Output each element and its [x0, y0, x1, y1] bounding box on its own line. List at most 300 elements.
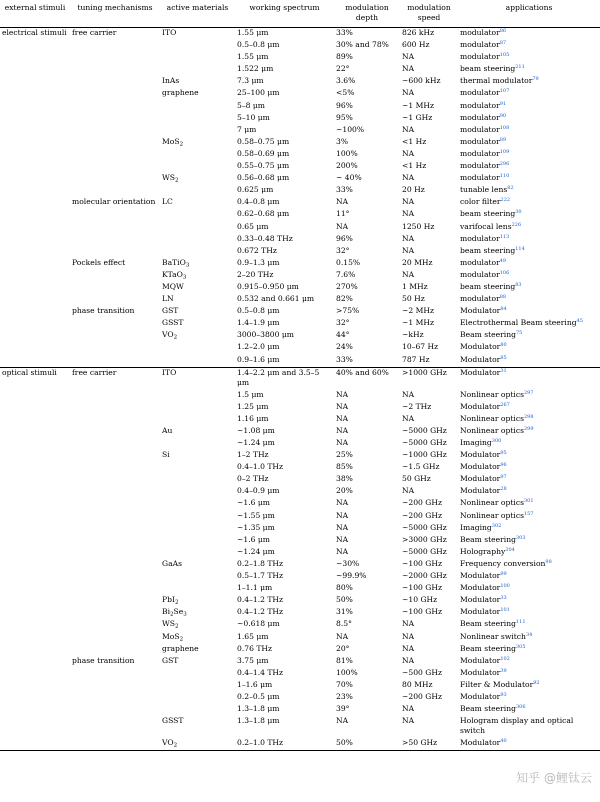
- cell-active-material: [160, 644, 235, 656]
- table-row: [0, 632, 600, 644]
- table-row: [0, 149, 600, 161]
- cell-modulation-depth: 33%: [336, 354, 353, 364]
- application-text: Modulator: [460, 401, 501, 411]
- cell-modulation-speed: ~100 GHz: [402, 558, 442, 568]
- cell-modulation-speed: ~1 MHz: [402, 100, 435, 110]
- cell-active-material: [160, 656, 235, 668]
- cell-modulation-depth: 8.5°: [336, 619, 352, 629]
- cell-modulation-speed: 50 Hz: [402, 294, 425, 304]
- cell-tuning-mechanism: free carrier: [70, 367, 160, 390]
- cell-modulation-depth: NA: [336, 522, 349, 532]
- cell-active-material: [160, 523, 235, 535]
- reference-number: 114: [515, 245, 525, 252]
- application-text: modulator: [460, 148, 500, 158]
- cell-modulation-depth: ~99.9%: [336, 571, 367, 581]
- material-subscript: 3: [182, 274, 187, 281]
- cell-tuning-mechanism: [70, 342, 160, 354]
- cell-application: [458, 644, 600, 656]
- cell-application: [458, 559, 600, 571]
- cell-external-stimuli: [0, 52, 70, 64]
- cell-tuning-mechanism: [70, 101, 160, 113]
- application-text: Modulator: [460, 583, 501, 593]
- cell-modulation-speed: NA: [402, 389, 415, 399]
- application-text: Imaging: [460, 522, 492, 532]
- cell-working-spectrum: 0.2–1.0 THz: [235, 738, 334, 751]
- cell-modulation-depth: 33%: [336, 185, 353, 195]
- cell-application: [458, 716, 600, 738]
- reference-number: 93: [500, 691, 507, 698]
- cell-working-spectrum: 5–8 μm: [237, 100, 266, 110]
- cell-external-stimuli: [0, 282, 70, 294]
- cell-tuning-mechanism: [70, 318, 160, 330]
- material-name: MQW: [162, 281, 184, 291]
- table-row: [0, 197, 600, 209]
- table-row: [0, 125, 600, 137]
- cell-external-stimuli: [0, 607, 70, 619]
- cell-tuning-mechanism: [70, 402, 160, 414]
- application-text: modulator: [460, 88, 500, 98]
- cell-modulation-depth: 32°: [336, 245, 350, 255]
- cell-modulation-depth: 20°: [336, 643, 350, 653]
- cell-application: [458, 547, 600, 559]
- reference-number: 107: [499, 88, 510, 95]
- cell-working-spectrum: 0.4–1.2 THz: [237, 595, 284, 605]
- reference-number: 298: [523, 413, 534, 420]
- table-row: [0, 28, 600, 41]
- table-row: [0, 474, 600, 486]
- cell-modulation-speed: NA: [402, 209, 415, 219]
- table-row: [0, 330, 600, 342]
- material-subscript: 2: [174, 599, 179, 606]
- cell-modulation-speed: ~1000 GHz: [402, 450, 447, 460]
- cell-tuning-mechanism: [70, 559, 160, 571]
- cell-external-stimuli: [0, 583, 70, 595]
- cell-tuning-mechanism: [70, 632, 160, 644]
- cell-external-stimuli: [0, 644, 70, 656]
- cell-modulation-depth: NA: [336, 389, 349, 399]
- cell-application: [458, 426, 600, 438]
- application-text: Modulator: [460, 655, 501, 665]
- cell-application: [458, 607, 600, 619]
- cell-working-spectrum: ~0.618 μm: [237, 619, 280, 629]
- cell-external-stimuli: [0, 88, 70, 100]
- cell-application: [458, 692, 600, 704]
- cell-application: [458, 738, 600, 751]
- material-name: VO: [162, 738, 174, 748]
- reference-number: 305: [515, 643, 526, 650]
- cell-modulation-depth: 85%: [336, 462, 353, 472]
- cell-modulation-depth: 23%: [336, 691, 353, 701]
- cell-active-material: [160, 450, 235, 462]
- application-text: modulator: [460, 100, 500, 110]
- cell-active-material: [160, 438, 235, 450]
- material-name: Bi: [162, 607, 171, 617]
- cell-application: [458, 632, 600, 644]
- cell-active-material: [160, 125, 235, 137]
- cell-application: [458, 668, 600, 680]
- cell-tuning-mechanism: [70, 185, 160, 197]
- cell-working-spectrum: ~1.24 μm: [237, 546, 275, 556]
- table-row: [0, 342, 600, 354]
- cell-modulation-speed: ~2 MHz: [402, 306, 435, 316]
- application-text: beam steering: [460, 209, 516, 219]
- cell-working-spectrum: 1.5 μm: [237, 389, 264, 399]
- cell-tuning-mechanism: [70, 426, 160, 438]
- table-row: [0, 76, 600, 88]
- cell-external-stimuli: [0, 450, 70, 462]
- cell-active-material: [160, 318, 235, 330]
- cell-modulation-speed: ~5000 GHz: [402, 438, 447, 447]
- application-text: Modulator: [460, 486, 501, 496]
- cell-application: [458, 462, 600, 474]
- cell-application: [458, 595, 600, 607]
- cell-tuning-mechanism: [70, 355, 160, 368]
- application-text: Modulator: [460, 450, 501, 460]
- cell-working-spectrum: 1–1.1 μm: [237, 583, 273, 593]
- application-text: Modulator: [460, 462, 501, 472]
- cell-modulation-depth: 7.6%: [336, 269, 356, 279]
- application-text: Modulator: [460, 354, 501, 364]
- cell-external-stimuli: [0, 330, 70, 342]
- cell-modulation-depth: 38%: [336, 474, 353, 484]
- cell-tuning-mechanism: [70, 535, 160, 547]
- material-name: InAs: [162, 76, 180, 86]
- material-name: GSST: [162, 318, 184, 328]
- cell-application: [458, 680, 600, 692]
- cell-modulation-speed: NA: [402, 704, 415, 714]
- cell-modulation-speed: ~500 GHz: [402, 667, 442, 677]
- cell-working-spectrum: 7 μm: [237, 124, 257, 134]
- reference-number: 102: [500, 655, 510, 662]
- cell-working-spectrum: 0.625 μm: [237, 185, 274, 195]
- application-text: Modulator: [460, 667, 501, 677]
- cell-tuning-mechanism: [70, 571, 160, 583]
- cell-application: [458, 294, 600, 306]
- cell-modulation-speed: 80 MHz: [402, 679, 433, 689]
- cell-tuning-mechanism: [70, 294, 160, 306]
- table-row: [0, 583, 600, 595]
- cell-active-material: [160, 76, 235, 88]
- cell-active-material: [160, 547, 235, 559]
- cell-modulation-depth: ~ 40%: [336, 173, 362, 183]
- cell-modulation-depth: 3.6%: [336, 76, 356, 86]
- reference-number: 157: [523, 510, 534, 517]
- reference-number: 110: [499, 173, 510, 180]
- cell-modulation-speed: 787 Hz: [402, 354, 430, 364]
- reference-number: 302: [491, 522, 502, 529]
- cell-tuning-mechanism: [70, 462, 160, 474]
- cell-working-spectrum: 0.62–0.68 μm: [237, 209, 290, 219]
- cell-tuning-mechanism: molecular orientation: [72, 197, 156, 207]
- application-text: Nonlinear optics: [460, 389, 524, 399]
- cell-application: [458, 137, 600, 149]
- application-text: beam steering: [460, 64, 516, 74]
- cell-application: [458, 101, 600, 113]
- cell-working-spectrum: 0.532 and 0.661 μm: [237, 294, 315, 304]
- cell-modulation-speed: NA: [402, 148, 415, 158]
- cell-external-stimuli: [0, 547, 70, 559]
- cell-tuning-mechanism: [70, 438, 160, 450]
- cell-working-spectrum: 1.3–1.8 μm: [237, 716, 280, 726]
- application-text: Hologram display and optical switch: [460, 716, 574, 736]
- cell-modulation-depth: 80%: [336, 583, 353, 593]
- cell-external-stimuli: [0, 246, 70, 258]
- cell-working-spectrum: 0.4–1.2 THz: [237, 607, 284, 617]
- cell-working-spectrum: ~1.35 μm: [237, 522, 275, 532]
- table-row: [0, 644, 600, 656]
- cell-modulation-speed: NA: [402, 52, 415, 62]
- cell-modulation-depth: 30% and 78%: [336, 40, 389, 50]
- cell-application: [458, 306, 600, 318]
- material-name: LC: [162, 197, 173, 207]
- modulation-table: [0, 3, 600, 751]
- cell-tuning-mechanism: [70, 583, 160, 595]
- cell-external-stimuli: [0, 258, 70, 270]
- reference-number: 33: [500, 595, 507, 602]
- cell-working-spectrum: 0.76 THz: [237, 643, 273, 653]
- cell-working-spectrum: ~1.55 μm: [237, 510, 275, 520]
- material-name: graphene: [162, 88, 199, 98]
- table-row: [0, 619, 600, 631]
- cell-tuning-mechanism: [70, 474, 160, 486]
- cell-application: [458, 64, 600, 76]
- cell-modulation-speed: NA: [402, 173, 415, 183]
- table-row: [0, 738, 600, 751]
- cell-modulation-depth: NA: [336, 221, 349, 231]
- application-text: Beam steering: [460, 330, 516, 340]
- table-row: [0, 390, 600, 402]
- cell-application: [458, 270, 600, 282]
- reference-number: 85: [500, 354, 507, 361]
- cell-modulation-speed: ~1 GHz: [402, 112, 433, 122]
- cell-application: [458, 414, 600, 426]
- application-text: Electrothermal Beam steering: [460, 318, 577, 328]
- cell-modulation-depth: 96%: [336, 233, 353, 243]
- cell-active-material: [160, 197, 235, 209]
- reference-number: 105: [499, 52, 510, 59]
- table-row: [0, 716, 600, 738]
- cell-external-stimuli: [0, 474, 70, 486]
- material-name: GST: [162, 306, 179, 316]
- cell-tuning-mechanism: [70, 668, 160, 680]
- cell-tuning-mechanism: [70, 414, 160, 426]
- cell-modulation-speed: 1250 Hz: [402, 221, 435, 231]
- cell-external-stimuli: [0, 668, 70, 680]
- cell-modulation-speed: >3000 GHz: [402, 534, 447, 544]
- table-row: [0, 450, 600, 462]
- cell-tuning-mechanism: [70, 64, 160, 76]
- reference-number: 97: [500, 474, 507, 481]
- cell-active-material: [160, 607, 235, 619]
- cell-active-material: [160, 571, 235, 583]
- cell-active-material: [160, 64, 235, 76]
- cell-external-stimuli: [0, 306, 70, 318]
- cell-active-material: [160, 414, 235, 426]
- reference-number: 296: [499, 161, 510, 168]
- application-text: Modulator: [460, 342, 501, 352]
- reference-number: 87: [499, 40, 507, 47]
- cell-tuning-mechanism: [70, 390, 160, 402]
- cell-modulation-speed: ~5000 GHz: [402, 522, 447, 532]
- cell-modulation-speed: ~5000 GHz: [402, 546, 447, 556]
- table-row: [0, 222, 600, 234]
- material-name: MoS: [162, 631, 180, 641]
- cell-working-spectrum: 1.55 μm: [237, 28, 269, 37]
- watermark: 知乎 @鲤钛云: [516, 771, 592, 785]
- cell-external-stimuli: [0, 318, 70, 330]
- cell-application: [458, 40, 600, 52]
- application-text: Filter & Modulator: [460, 679, 534, 689]
- material-name: Au: [162, 425, 173, 435]
- cell-external-stimuli: [0, 355, 70, 368]
- table-row: [0, 511, 600, 523]
- cell-external-stimuli: [0, 704, 70, 716]
- cell-tuning-mechanism: [70, 76, 160, 88]
- cell-active-material: [160, 367, 235, 390]
- reference-number: 39: [500, 667, 507, 674]
- cell-working-spectrum: 0.4–1.4 THz: [237, 667, 284, 677]
- cell-external-stimuli: [0, 234, 70, 246]
- cell-external-stimuli: [0, 559, 70, 571]
- cell-working-spectrum: 0.9–1.3 μm: [237, 257, 280, 267]
- cell-tuning-mechanism: [70, 234, 160, 246]
- cell-application: [458, 535, 600, 547]
- reference-number: 98: [545, 558, 552, 565]
- cell-working-spectrum: 0.4–0.8 μm: [237, 197, 280, 207]
- cell-modulation-depth: 96%: [336, 100, 353, 110]
- cell-modulation-depth: 3%: [336, 136, 349, 146]
- application-text: modulator: [460, 173, 500, 183]
- cell-application: [458, 498, 600, 510]
- cell-modulation-depth: 0.15%: [336, 257, 361, 267]
- cell-working-spectrum: 0.2–1.8 THz: [237, 558, 284, 568]
- cell-external-stimuli: [0, 414, 70, 426]
- table-row: [0, 294, 600, 306]
- material-name: WS: [162, 619, 176, 629]
- cell-active-material: [160, 595, 235, 607]
- reference-number: 82: [507, 185, 514, 192]
- material-name: LN: [162, 294, 174, 304]
- cell-external-stimuli: [0, 161, 70, 173]
- table-row: [0, 668, 600, 680]
- application-text: Modulator: [460, 607, 501, 617]
- cell-application: [458, 125, 600, 137]
- application-text: Modulator: [460, 474, 501, 484]
- application-text: Holography: [460, 546, 506, 556]
- cell-external-stimuli: [0, 632, 70, 644]
- table-row: [0, 523, 600, 535]
- material-name: KTaO: [162, 269, 183, 279]
- cell-active-material: [160, 535, 235, 547]
- material-subscript: 2: [175, 623, 179, 630]
- cell-active-material: [160, 113, 235, 125]
- cell-external-stimuli: [0, 426, 70, 438]
- cell-working-spectrum: 3.75 μm: [237, 655, 269, 665]
- cell-tuning-mechanism: [70, 137, 160, 149]
- table-row: [0, 547, 600, 559]
- cell-modulation-depth: NA: [336, 438, 349, 447]
- cell-modulation-speed: NA: [402, 269, 415, 279]
- table-row: [0, 173, 600, 185]
- cell-modulation-speed: NA: [402, 197, 415, 207]
- cell-external-stimuli: [0, 511, 70, 523]
- cell-external-stimuli: [0, 197, 70, 209]
- reference-number: 113: [499, 233, 510, 240]
- cell-application: [458, 113, 600, 125]
- cell-modulation-depth: 100%: [336, 148, 358, 158]
- cell-modulation-speed: NA: [402, 716, 415, 726]
- cell-external-stimuli: [0, 125, 70, 137]
- cell-active-material: [160, 680, 235, 692]
- cell-working-spectrum: 0.5–1.7 THz: [237, 571, 284, 581]
- application-text: Nonlinear switch: [460, 631, 526, 641]
- cell-external-stimuli: [0, 390, 70, 402]
- cell-modulation-speed: <1 Hz: [402, 136, 427, 146]
- cell-modulation-depth: NA: [336, 401, 349, 411]
- cell-external-stimuli: [0, 402, 70, 414]
- cell-application: [458, 330, 600, 342]
- material-name: MoS: [162, 136, 180, 146]
- application-text: tunable lens: [460, 185, 508, 195]
- col-header-applications: applications: [458, 3, 600, 28]
- cell-working-spectrum: 0.58–0.75 μm: [237, 136, 290, 146]
- table-row: [0, 246, 600, 258]
- cell-external-stimuli: [0, 270, 70, 282]
- cell-active-material: [160, 330, 235, 342]
- cell-modulation-speed: ~100 GHz: [402, 583, 442, 593]
- cell-external-stimuli: [0, 294, 70, 306]
- cell-modulation-depth: NA: [336, 631, 349, 641]
- cell-tuning-mechanism: [70, 270, 160, 282]
- cell-application: [458, 149, 600, 161]
- cell-application: [458, 583, 600, 595]
- table-row: [0, 486, 600, 498]
- cell-modulation-depth: 50%: [336, 595, 353, 605]
- cell-modulation-speed: 20 MHz: [402, 257, 433, 267]
- table-row: [0, 52, 600, 64]
- cell-tuning-mechanism: [70, 486, 160, 498]
- reference-number: 226: [511, 221, 522, 228]
- cell-active-material: [160, 258, 235, 270]
- reference-number: 31: [500, 367, 507, 374]
- cell-tuning-mechanism: [70, 738, 160, 751]
- reference-number: 90: [499, 112, 507, 119]
- application-text: modulator: [460, 136, 500, 146]
- cell-application: [458, 209, 600, 221]
- cell-active-material: [160, 692, 235, 704]
- cell-modulation-depth: >75%: [336, 306, 360, 316]
- cell-modulation-speed: >1000 GHz: [400, 367, 458, 390]
- cell-tuning-mechanism: [70, 450, 160, 462]
- application-text: modulator: [460, 124, 500, 134]
- application-text: beam steering: [460, 245, 516, 255]
- material-subscript: 2: [173, 334, 178, 341]
- reference-number: 111: [515, 619, 526, 626]
- cell-application: [458, 222, 600, 234]
- table-row: [0, 498, 600, 510]
- cell-working-spectrum: 1.55 μm: [237, 52, 269, 62]
- cell-working-spectrum: 2–20 THz: [237, 269, 274, 279]
- table-row: [0, 101, 600, 113]
- cell-tuning-mechanism: [70, 692, 160, 704]
- cell-application: [458, 173, 600, 185]
- table-row: [0, 137, 600, 149]
- cell-active-material: [160, 619, 235, 631]
- cell-active-material: [160, 282, 235, 294]
- cell-modulation-depth: NA: [336, 498, 349, 508]
- cell-application: [458, 474, 600, 486]
- col-header-modulation-depth: modulation depth: [334, 3, 400, 28]
